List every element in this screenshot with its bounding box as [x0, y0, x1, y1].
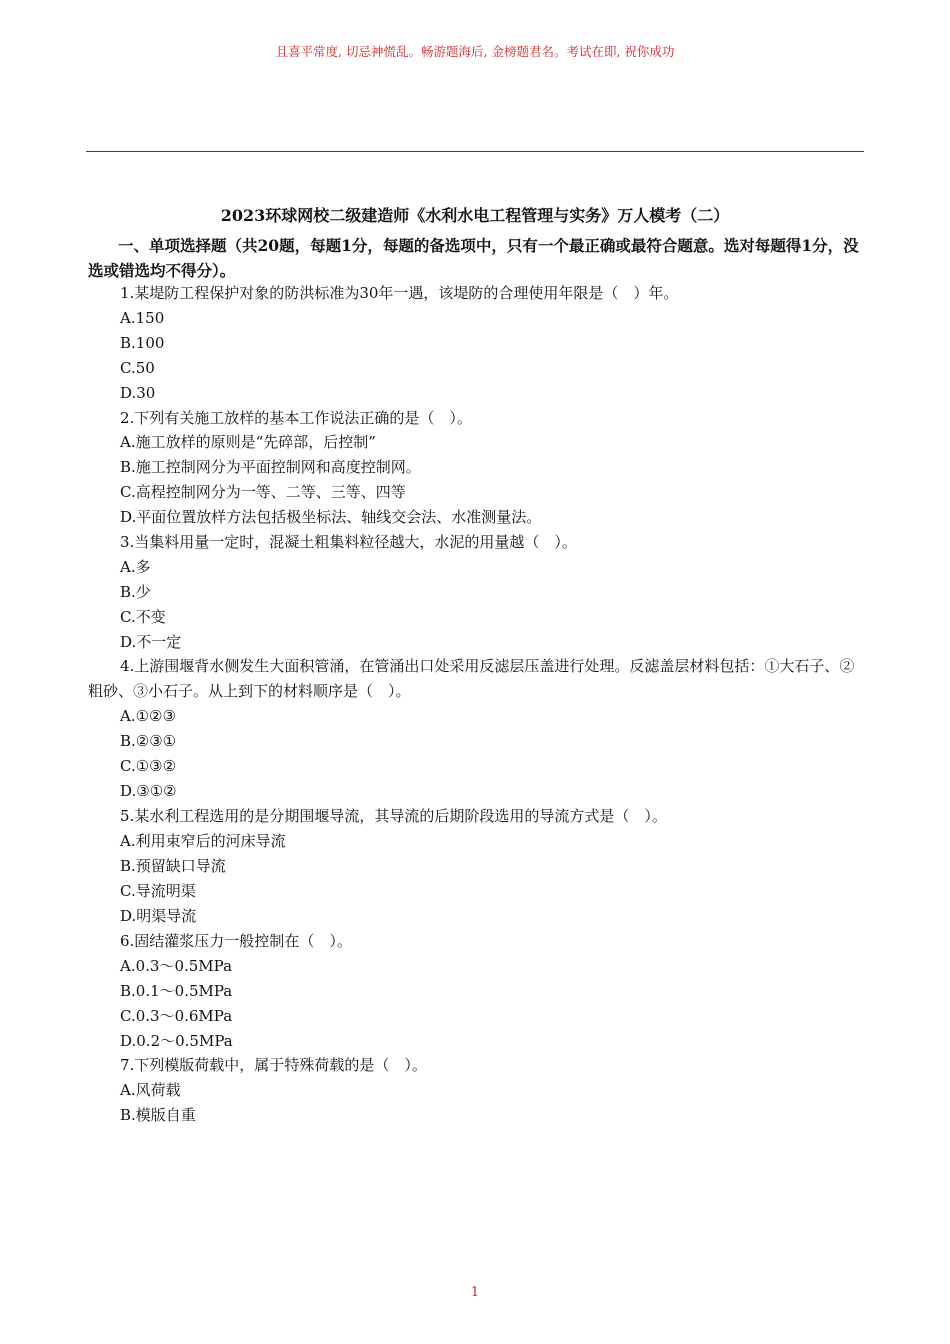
question-stem: 5.某水利工程选用的是分期围堰导流，其导流的后期阶段选用的导流方式是（ ）。 [120, 807, 667, 825]
question-option: A.150 [120, 309, 165, 327]
question-option: A.0.3～0.5MPa [120, 957, 233, 975]
question-option: B.②③① [120, 732, 177, 750]
question-option: B.模版自重 [120, 1106, 196, 1124]
question-option: A.①②③ [120, 707, 176, 725]
question-option: A.施工放样的原则是“先碎部，后控制” [120, 433, 376, 451]
question-option: A.风荷载 [120, 1081, 181, 1099]
question-option: C.0.3～0.6MPa [120, 1007, 233, 1025]
question-option: C.高程控制网分为一等、二等、三等、四等 [120, 483, 406, 501]
question-stem: 6.固结灌浆压力一般控制在（ ）。 [120, 932, 352, 950]
header-divider [86, 151, 864, 152]
question-option: D.0.2～0.5MPa [120, 1032, 233, 1050]
question-option: D.30 [120, 384, 156, 402]
question-option: A.利用束窄后的河床导流 [120, 832, 286, 850]
question-option: B.100 [120, 334, 165, 352]
question-stem: 1.某堤防工程保护对象的防洪标准为30年一遇，该堤防的合理使用年限是（ ）年。 [120, 284, 679, 302]
question-option: B.少 [120, 583, 151, 601]
question-option: C.不变 [120, 608, 166, 626]
question-stem: 7.下列模版荷载中，属于特殊荷载的是（ ）。 [120, 1056, 427, 1074]
question-stem: 2.下列有关施工放样的基本工作说法正确的是（ ）。 [120, 409, 472, 427]
question-option: D.明渠导流 [120, 907, 197, 925]
question-stem: 3.当集料用量一定时，混凝土粗集料粒径越大，水泥的用量越（ ）。 [120, 533, 577, 551]
section-heading: 一、单项选择题（共20题，每题1分，每题的备选项中，只有一个最正确或最符合题意。选对每题得1分，没选或错选均不得分）。 [88, 236, 859, 280]
question-option: D.③①② [120, 782, 177, 800]
question-option: B.预留缺口导流 [120, 857, 226, 875]
question-option: C.50 [120, 359, 155, 377]
question-option: D.不一定 [120, 633, 182, 651]
question-option: B.0.1～0.5MPa [120, 982, 233, 1000]
header-motto: 且喜平常度, 切忌神慌乱。畅游题海后, 金榜题君名。考试在即, 祝你成功 [275, 44, 675, 59]
question-stem: 4.上游围堰背水侧发生大面积管涌，在管涌出口处采用反滤层压盖进行处理。反滤盖层材料包括：①大石子、②粗砂、③小石子。从上到下的材料顺序是（ ）。 [88, 657, 855, 700]
question-option: C.导流明渠 [120, 882, 196, 900]
page-number: 1 [470, 1285, 480, 1300]
question-option: D.平面位置放样方法包括极坐标法、轴线交会法、水准测量法。 [120, 508, 542, 526]
document-title: 2023环球网校二级建造师《水利水电工程管理与实务》万人模考（二） [220, 206, 730, 225]
question-option: A.多 [120, 558, 151, 576]
question-option: C.①③② [120, 757, 177, 775]
question-option: B.施工控制网分为平面控制网和高度控制网。 [120, 458, 421, 476]
